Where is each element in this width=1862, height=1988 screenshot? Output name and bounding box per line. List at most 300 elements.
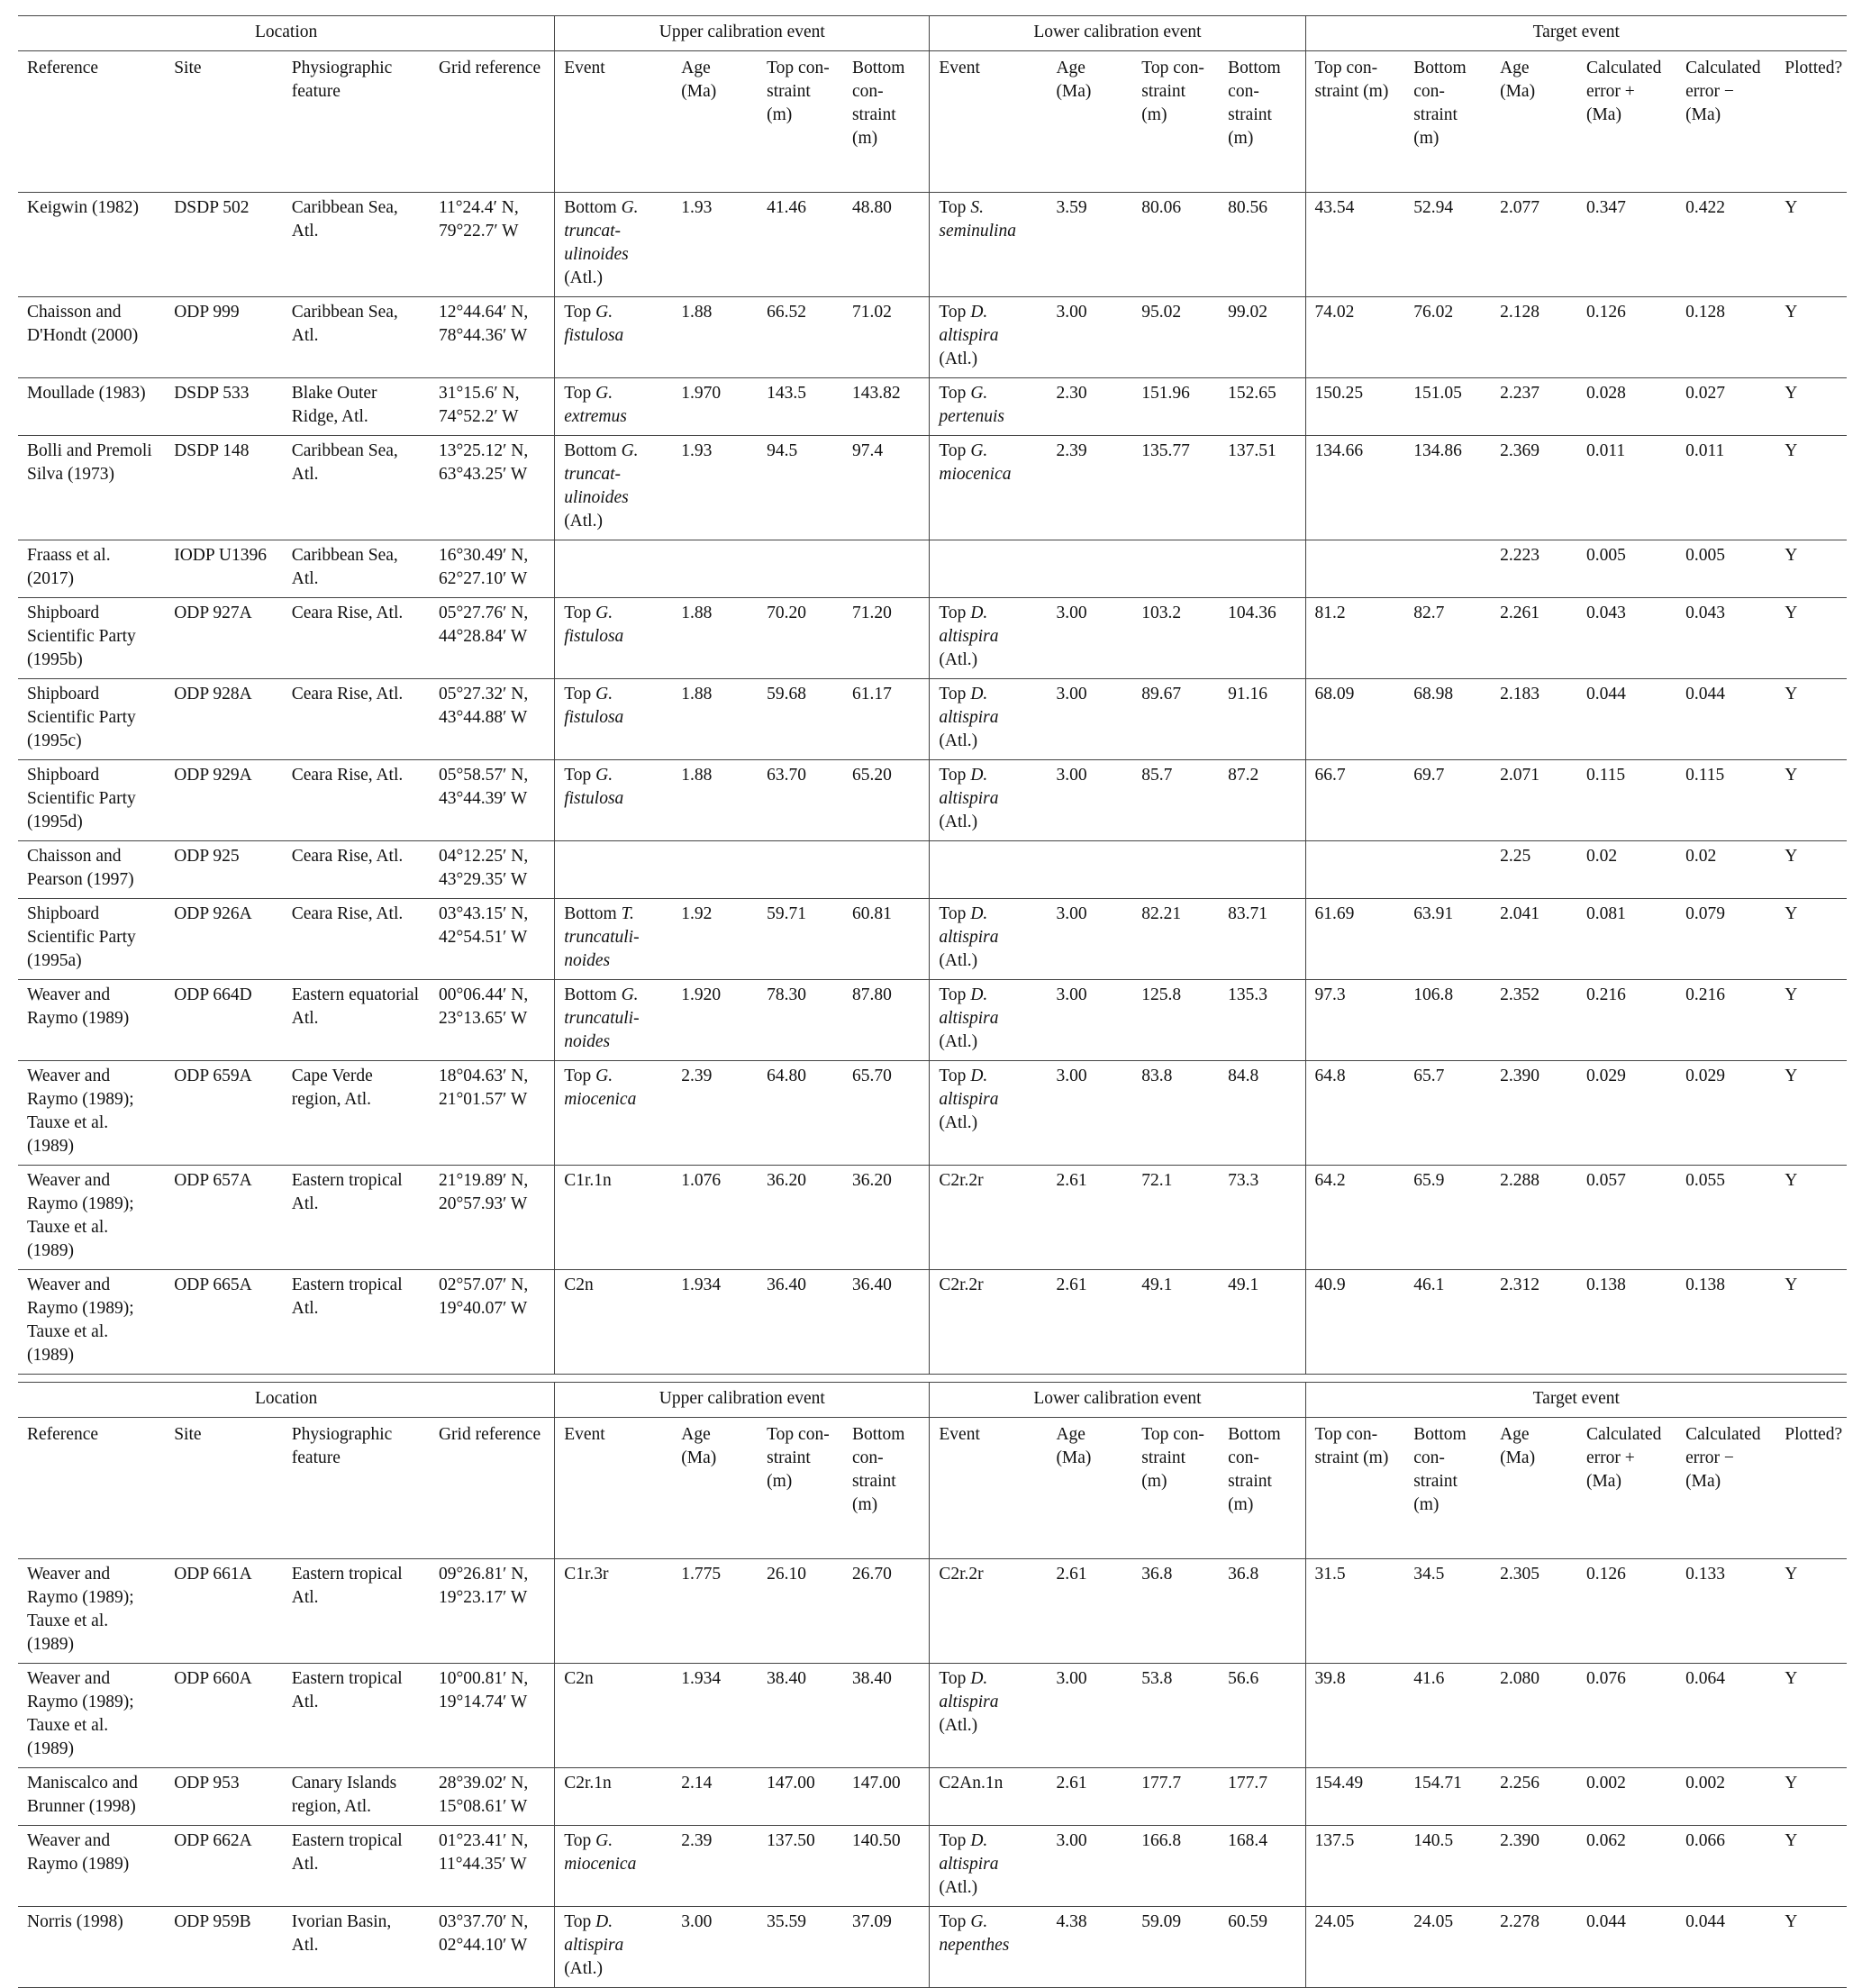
- event-text: Top: [939, 1067, 971, 1085]
- event-text: Top: [939, 904, 971, 923]
- cell-target-top-constraint: 61.69: [1305, 899, 1404, 980]
- cell-lower-bottom-constraint: 99.02: [1228, 303, 1268, 322]
- taxon-name: G. nepenthes: [939, 1912, 1010, 1955]
- table-row: [18, 378, 1847, 436]
- cell-reference: Shipboard Scientific Party (1995b): [27, 604, 136, 669]
- group-header-location: Location: [254, 23, 318, 41]
- event-text: C2r.2r: [939, 1275, 984, 1294]
- event-text: (Atl.): [564, 512, 603, 531]
- cell-lower-event: [930, 760, 1048, 841]
- cell-upper-bottom-constraint: 36.40: [851, 1275, 892, 1294]
- cell-lower-event: [930, 1907, 1048, 1988]
- cell-target-bottom-constraint: 63.91: [1413, 904, 1454, 923]
- cell-grid-reference: 11°24.4′ N, 79°22.7′ W: [438, 198, 519, 241]
- cell-calculated-error-minus: 0.002: [1685, 1774, 1725, 1793]
- cell-physiographic-feature: Eastern tropical Atl.: [291, 1171, 403, 1213]
- cell-physiographic-feature: Eastern tropical Atl.: [291, 1275, 403, 1318]
- taxon-name: G. truncat-ulinoides: [564, 198, 639, 264]
- cell-target-bottom-constraint: 134.86: [1413, 441, 1462, 460]
- taxon-name: G. miocenica: [939, 441, 1012, 484]
- cell-lower-top-constraint: 80.06: [1141, 198, 1182, 217]
- cell-upper-event: [555, 1559, 673, 1664]
- table-row: [18, 1270, 1847, 1375]
- cell-target-top-constraint: [1305, 540, 1404, 598]
- cell-lower-top-constraint: 72.1: [1141, 1171, 1173, 1190]
- cell-target-age: 2.128: [1500, 303, 1540, 322]
- group-header-row: [18, 1383, 1847, 1418]
- cell-target-age: 2.369: [1500, 441, 1540, 460]
- cell-plotted: Y: [1785, 1831, 1798, 1850]
- cell-lower-age: 2.30: [1056, 384, 1087, 403]
- taxon-name: D. altispira: [939, 1669, 999, 1711]
- cell-upper-top-constraint: 78.30: [767, 985, 806, 1004]
- cell-reference: Weaver and Raymo (1989); Tauxe et al. (1989): [27, 1275, 134, 1365]
- event-text: Bottom: [564, 198, 622, 217]
- cell-grid-reference: 18°04.63′ N, 21°01.57′ W: [438, 1067, 529, 1109]
- event-text: Top: [564, 384, 596, 403]
- taxon-name: D. altispira: [939, 685, 999, 727]
- taxon-name: D. altispira: [939, 985, 999, 1028]
- cell-lower-event: [930, 436, 1048, 540]
- table-row: [18, 598, 1847, 679]
- table-row: [18, 436, 1847, 540]
- cell-lower-top-constraint: 59.09: [1141, 1912, 1182, 1931]
- event-text: Top: [564, 303, 596, 322]
- cell-lower-top-constraint: 103.2: [1141, 604, 1182, 622]
- cell-physiographic-feature: Ceara Rise, Atl.: [291, 604, 404, 622]
- cell-grid-reference: 05°27.32′ N, 43°44.88′ W: [438, 685, 529, 727]
- table-row: [18, 1664, 1847, 1768]
- event-text: Top: [564, 1067, 596, 1085]
- cell-lower-age: 2.61: [1056, 1774, 1087, 1793]
- cell-target-top-constraint: 64.2: [1305, 1166, 1404, 1270]
- cell-target-top-constraint: [1305, 841, 1404, 899]
- cell-upper-top-constraint: 94.5: [767, 441, 798, 460]
- cell-lower-bottom-constraint: [1219, 841, 1305, 899]
- cell-lower-age: 3.00: [1056, 685, 1087, 704]
- cell-upper-event: [555, 980, 673, 1061]
- taxon-name: D. altispira: [939, 303, 999, 345]
- column-header-row: [18, 51, 1847, 193]
- event-text: (Atl.): [939, 349, 978, 368]
- column-header-lower-age: Age (Ma): [1056, 59, 1092, 101]
- group-header-lower-calibration: Lower calibration event: [930, 1383, 1305, 1418]
- taxon-name: G. fistulosa: [564, 604, 624, 646]
- cell-target-bottom-constraint: 140.5: [1413, 1831, 1454, 1850]
- cell-target-bottom-constraint: 46.1: [1413, 1275, 1445, 1294]
- cell-upper-top-constraint: 66.52: [767, 303, 806, 322]
- cell-upper-bottom-constraint: 65.70: [851, 1067, 892, 1085]
- event-text: (Atl.): [564, 268, 603, 287]
- cell-grid-reference: 03°43.15′ N, 42°54.51′ W: [438, 904, 529, 947]
- event-text: Top: [939, 985, 971, 1004]
- column-header-lower-age: Age (Ma): [1056, 1425, 1092, 1467]
- column-header-upper-event: Event: [555, 1418, 673, 1559]
- cell-calculated-error-plus: 0.011: [1585, 441, 1626, 460]
- cell-upper-bottom-constraint: 147.00: [851, 1774, 901, 1793]
- cell-lower-top-constraint: [1132, 540, 1219, 598]
- cell-calculated-error-plus: 0.076: [1585, 1669, 1626, 1688]
- event-text: Bottom: [564, 904, 622, 923]
- cell-calculated-error-plus: 0.126: [1585, 1565, 1626, 1584]
- cell-lower-bottom-constraint: 152.65: [1228, 384, 1276, 403]
- cell-target-age: 2.261: [1500, 604, 1540, 622]
- cell-lower-event: [930, 1768, 1048, 1826]
- cell-target-age: 2.25: [1500, 847, 1531, 866]
- taxon-name: D. altispira: [939, 604, 999, 646]
- cell-lower-bottom-constraint: 36.8: [1228, 1565, 1259, 1584]
- cell-physiographic-feature: Cape Verde region, Atl.: [291, 1067, 373, 1109]
- event-text: C2r.2r: [939, 1565, 984, 1584]
- cell-grid-reference: 09°26.81′ N, 19°23.17′ W: [438, 1565, 529, 1607]
- cell-lower-bottom-constraint: 91.16: [1228, 685, 1268, 704]
- taxon-name: D. altispira: [939, 1067, 999, 1109]
- cell-grid-reference: 05°58.57′ N, 43°44.39′ W: [438, 766, 529, 808]
- cell-site: ODP 953: [174, 1774, 240, 1793]
- cell-lower-age: 2.39: [1056, 441, 1087, 460]
- column-header-target-age: Age (Ma): [1500, 1425, 1536, 1467]
- cell-lower-bottom-constraint: 135.3: [1228, 985, 1268, 1004]
- cell-lower-event: [930, 1826, 1048, 1907]
- cell-target-age: 2.223: [1500, 546, 1540, 565]
- cell-target-top-constraint: 66.7: [1305, 760, 1404, 841]
- taxon-name: G. miocenica: [564, 1067, 637, 1109]
- cell-site: ODP 665A: [174, 1275, 252, 1294]
- cell-upper-top-constraint: [758, 841, 843, 899]
- cell-upper-age: 1.934: [681, 1669, 722, 1688]
- column-header-upper-age: Age (Ma): [681, 59, 717, 101]
- cell-lower-bottom-constraint: 168.4: [1228, 1831, 1268, 1850]
- cell-grid-reference: 31°15.6′ N, 74°52.2′ W: [438, 384, 520, 426]
- cell-target-top-constraint: 39.8: [1305, 1664, 1404, 1768]
- cell-site: ODP 662A: [174, 1831, 252, 1850]
- event-text: (Atl.): [939, 1032, 978, 1051]
- cell-calculated-error-plus: 0.126: [1585, 303, 1626, 322]
- cell-lower-event: [930, 297, 1048, 378]
- column-header-lower-event: Event: [930, 51, 1048, 193]
- table-row: [18, 760, 1847, 841]
- event-text: Top: [939, 685, 971, 704]
- cell-reference: Moullade (1983): [27, 384, 146, 403]
- cell-lower-age: [1047, 540, 1132, 598]
- cell-grid-reference: 10°00.81′ N, 19°14.74′ W: [438, 1669, 529, 1711]
- event-text: Top: [564, 685, 596, 704]
- cell-upper-top-constraint: 59.68: [767, 685, 806, 704]
- cell-target-bottom-constraint: 151.05: [1413, 384, 1462, 403]
- cell-upper-top-constraint: 36.20: [767, 1171, 806, 1190]
- group-header-row: [18, 16, 1847, 51]
- cell-target-age: 2.080: [1500, 1669, 1540, 1688]
- cell-plotted: Y: [1785, 985, 1798, 1004]
- cell-site: DSDP 148: [174, 441, 250, 460]
- table-row: [18, 841, 1847, 899]
- cell-site: ODP 926A: [174, 904, 252, 923]
- column-header-site: Site: [174, 59, 202, 77]
- cell-upper-bottom-constraint: 143.82: [851, 384, 901, 403]
- event-text: (Atl.): [939, 1878, 978, 1897]
- event-text: Top: [939, 1912, 971, 1931]
- cell-lower-bottom-constraint: 73.3: [1228, 1171, 1259, 1190]
- table-row: [18, 1061, 1847, 1166]
- taxon-name: S. seminulina: [939, 198, 1016, 241]
- cell-lower-bottom-constraint: 56.6: [1228, 1669, 1259, 1688]
- cell-lower-age: 3.00: [1056, 985, 1087, 1004]
- cell-target-age: 2.305: [1500, 1565, 1540, 1584]
- cell-calculated-error-plus: 0.057: [1585, 1171, 1626, 1190]
- cell-site: ODP 928A: [174, 685, 252, 704]
- taxon-name: D. altispira: [564, 1912, 624, 1955]
- cell-upper-bottom-constraint: 97.4: [851, 441, 884, 460]
- cell-calculated-error-plus: 0.347: [1585, 198, 1626, 217]
- cell-calculated-error-minus: 0.027: [1685, 384, 1725, 403]
- event-text: C2r.1n: [564, 1774, 612, 1793]
- cell-target-age: 2.390: [1500, 1831, 1540, 1850]
- cell-upper-top-constraint: 64.80: [767, 1067, 806, 1085]
- cell-reference: Weaver and Raymo (1989); Tauxe et al. (1989): [27, 1171, 134, 1260]
- cell-lower-top-constraint: 85.7: [1141, 766, 1173, 785]
- cell-physiographic-feature: Eastern equatorial Atl.: [291, 985, 420, 1028]
- column-header-plotted: Plotted?: [1785, 59, 1843, 77]
- cell-plotted: Y: [1785, 1912, 1798, 1931]
- cell-calculated-error-plus: 0.002: [1585, 1774, 1626, 1793]
- cell-upper-age: 1.775: [681, 1565, 722, 1584]
- cell-grid-reference: 00°06.44′ N, 23°13.65′ W: [438, 985, 529, 1028]
- cell-upper-bottom-constraint: 60.81: [851, 904, 892, 923]
- event-text: Top: [939, 384, 971, 403]
- cell-upper-event: [555, 378, 673, 436]
- cell-upper-event: [555, 540, 673, 598]
- cell-target-bottom-constraint: 65.9: [1413, 1171, 1445, 1190]
- cell-upper-age: [672, 540, 758, 598]
- cell-site: ODP 664D: [174, 985, 252, 1004]
- cell-target-top-constraint: 74.02: [1305, 297, 1404, 378]
- cell-lower-bottom-constraint: 83.71: [1228, 904, 1268, 923]
- table-row: [18, 679, 1847, 760]
- table-row: [18, 899, 1847, 980]
- cell-upper-age: [672, 841, 758, 899]
- cell-target-bottom-constraint: [1404, 540, 1491, 598]
- cell-physiographic-feature: Caribbean Sea, Atl.: [291, 198, 398, 241]
- cell-upper-event: [555, 1270, 673, 1375]
- cell-upper-age: 1.934: [681, 1275, 722, 1294]
- column-header-plotted: Plotted?: [1785, 1425, 1843, 1444]
- cell-target-age: 2.077: [1500, 198, 1540, 217]
- cell-upper-event: [555, 841, 673, 899]
- event-text: Bottom: [564, 441, 622, 460]
- cell-site: ODP 660A: [174, 1669, 252, 1688]
- cell-physiographic-feature: Eastern tropical Atl.: [291, 1565, 403, 1607]
- event-text: (Atl.): [939, 951, 978, 970]
- cell-calculated-error-minus: 0.043: [1685, 604, 1725, 622]
- cell-calculated-error-minus: 0.064: [1685, 1669, 1725, 1688]
- section-divider: [18, 1374, 1847, 1382]
- cell-reference: Shipboard Scientific Party (1995d): [27, 766, 136, 831]
- cell-upper-bottom-constraint: [843, 540, 930, 598]
- cell-lower-event: [930, 193, 1048, 297]
- column-header-calculated-error-minus: Calculated error − (Ma): [1685, 59, 1761, 124]
- column-header-site: Site: [174, 1425, 202, 1444]
- cell-calculated-error-minus: 0.138: [1685, 1275, 1725, 1294]
- cell-upper-bottom-constraint: 87.80: [851, 985, 892, 1004]
- cell-reference: Maniscalco and Brunner (1998): [27, 1774, 138, 1816]
- cell-calculated-error-minus: 0.044: [1685, 1912, 1725, 1931]
- cell-lower-top-constraint: 166.8: [1141, 1831, 1182, 1850]
- taxon-name: G. fistulosa: [564, 685, 624, 727]
- cell-lower-age: 3.00: [1056, 904, 1087, 923]
- cell-upper-bottom-constraint: 38.40: [851, 1669, 892, 1688]
- cell-site: DSDP 533: [174, 384, 250, 403]
- cell-upper-top-constraint: 26.10: [767, 1565, 806, 1584]
- cell-physiographic-feature: Caribbean Sea, Atl.: [291, 546, 398, 588]
- column-header-calculated-error-plus: Calculated error + (Ma): [1585, 59, 1662, 124]
- cell-target-bottom-constraint: 65.7: [1413, 1067, 1445, 1085]
- cell-upper-top-constraint: 35.59: [767, 1912, 806, 1931]
- cell-reference: Chaisson and Pearson (1997): [27, 847, 134, 889]
- column-header-lower-bottom-constraint: Bottom con-straint (m): [1228, 59, 1281, 148]
- cell-upper-bottom-constraint: 71.02: [851, 303, 892, 322]
- cell-plotted: Y: [1785, 1067, 1798, 1085]
- cell-plotted: Y: [1785, 604, 1798, 622]
- event-text: C1r.1n: [564, 1171, 612, 1190]
- cell-plotted: Y: [1785, 1774, 1798, 1793]
- cell-lower-event: [930, 378, 1048, 436]
- cell-calculated-error-minus: 0.066: [1685, 1831, 1725, 1850]
- cell-plotted: Y: [1785, 685, 1798, 704]
- cell-lower-top-constraint: 95.02: [1141, 303, 1182, 322]
- cell-calculated-error-minus: 0.115: [1685, 766, 1725, 785]
- cell-calculated-error-minus: 0.216: [1685, 985, 1725, 1004]
- cell-upper-bottom-constraint: 65.20: [851, 766, 892, 785]
- cell-physiographic-feature: Eastern tropical Atl.: [291, 1669, 403, 1711]
- cell-grid-reference: 16°30.49′ N, 62°27.10′ W: [438, 546, 529, 588]
- column-header-target-bottom-constraint: Bottom con-straint (m): [1413, 1425, 1467, 1514]
- cell-upper-top-constraint: [758, 540, 843, 598]
- cell-target-age: 2.352: [1500, 985, 1540, 1004]
- group-header-upper-calibration: Upper calibration event: [555, 1383, 930, 1418]
- cell-lower-event: [930, 598, 1048, 679]
- cell-lower-top-constraint: 36.8: [1141, 1565, 1173, 1584]
- group-header-location: Location: [254, 1389, 318, 1408]
- cell-site: ODP 661A: [174, 1565, 252, 1584]
- column-header-reference: Reference: [27, 1425, 99, 1444]
- cell-upper-age: 2.14: [681, 1774, 713, 1793]
- column-header-physiographic-feature: Physiographic feature: [291, 59, 393, 101]
- cell-target-top-constraint: 24.05: [1305, 1907, 1404, 1988]
- cell-lower-bottom-constraint: 84.8: [1228, 1067, 1259, 1085]
- cell-plotted: Y: [1785, 384, 1798, 403]
- cell-lower-age: 2.61: [1056, 1565, 1087, 1584]
- cell-lower-age: 2.61: [1056, 1171, 1087, 1190]
- cell-grid-reference: 13°25.12′ N, 63°43.25′ W: [438, 441, 529, 484]
- cell-target-top-constraint: 154.49: [1305, 1768, 1404, 1826]
- cell-target-bottom-constraint: [1404, 841, 1491, 899]
- cell-upper-event: [555, 899, 673, 980]
- cell-upper-event: [555, 598, 673, 679]
- event-text: Top: [939, 766, 971, 785]
- cell-lower-age: 3.00: [1056, 766, 1087, 785]
- cell-lower-top-constraint: 135.77: [1141, 441, 1190, 460]
- event-text: Top: [939, 604, 971, 622]
- cell-target-top-constraint: 81.2: [1305, 598, 1404, 679]
- event-text: Top: [564, 1831, 596, 1850]
- cell-upper-top-constraint: 38.40: [767, 1669, 806, 1688]
- cell-lower-top-constraint: 82.21: [1141, 904, 1182, 923]
- group-header-lower-calibration: Lower calibration event: [930, 16, 1305, 51]
- cell-grid-reference: 05°27.76′ N, 44°28.84′ W: [438, 604, 529, 646]
- cell-plotted: Y: [1785, 1275, 1798, 1294]
- cell-calculated-error-plus: 0.028: [1585, 384, 1626, 403]
- cell-target-bottom-constraint: 69.7: [1413, 766, 1445, 785]
- column-header-upper-bottom-constraint: Bottom con-straint (m): [851, 1425, 905, 1514]
- column-header-lower-bottom-constraint: Bottom con-straint (m): [1228, 1425, 1281, 1514]
- column-header-upper-bottom-constraint: Bottom con-straint (m): [851, 59, 905, 148]
- cell-target-age: 2.312: [1500, 1275, 1540, 1294]
- event-text: Top: [939, 303, 971, 322]
- cell-upper-event: [555, 679, 673, 760]
- event-text: (Atl.): [939, 1716, 978, 1735]
- cell-physiographic-feature: Ceara Rise, Atl.: [291, 766, 404, 785]
- cell-calculated-error-plus: 0.044: [1585, 685, 1626, 704]
- cell-lower-event: [930, 1270, 1048, 1375]
- column-header-row: [18, 1418, 1847, 1559]
- taxon-name: G. fistulosa: [564, 303, 624, 345]
- taxon-name: G. fistulosa: [564, 766, 624, 808]
- event-text: Bottom: [564, 985, 622, 1004]
- cell-site: ODP 999: [174, 303, 240, 322]
- cell-upper-top-constraint: 143.5: [767, 384, 806, 403]
- cell-upper-top-constraint: 59.71: [767, 904, 806, 923]
- cell-target-age: 2.183: [1500, 685, 1540, 704]
- cell-lower-top-constraint: 151.96: [1141, 384, 1190, 403]
- cell-upper-age: 1.93: [681, 441, 713, 460]
- cell-upper-top-constraint: 36.40: [767, 1275, 806, 1294]
- cell-calculated-error-minus: 0.079: [1685, 904, 1725, 923]
- cell-target-bottom-constraint: 82.7: [1413, 604, 1445, 622]
- cell-reference: Shipboard Scientific Party (1995c): [27, 685, 136, 750]
- cell-upper-age: 1.93: [681, 198, 713, 217]
- cell-upper-event: [555, 1907, 673, 1988]
- cell-calculated-error-minus: 0.133: [1685, 1565, 1725, 1584]
- cell-target-age: 2.390: [1500, 1067, 1540, 1085]
- column-header-target-top-constraint: Top con-straint (m): [1305, 51, 1404, 193]
- cell-reference: Weaver and Raymo (1989): [27, 985, 130, 1028]
- column-header-upper-event: Event: [555, 51, 673, 193]
- cell-upper-age: 3.00: [681, 1912, 713, 1931]
- cell-lower-top-constraint: [1132, 841, 1219, 899]
- data-table-section: [18, 1382, 1847, 1987]
- cell-upper-age: 1.88: [681, 685, 713, 704]
- cell-plotted: Y: [1785, 766, 1798, 785]
- cell-grid-reference: 12°44.64′ N, 78°44.36′ W: [438, 303, 529, 345]
- cell-lower-event: [930, 540, 1048, 598]
- cell-reference: Bolli and Premoli Silva (1973): [27, 441, 152, 484]
- cell-reference: Weaver and Raymo (1989); Tauxe et al. (1989): [27, 1067, 134, 1156]
- cell-calculated-error-plus: 0.062: [1585, 1831, 1626, 1850]
- cell-lower-top-constraint: 83.8: [1141, 1067, 1173, 1085]
- cell-plotted: Y: [1785, 441, 1798, 460]
- cell-target-top-constraint: 68.09: [1305, 679, 1404, 760]
- cell-physiographic-feature: Caribbean Sea, Atl.: [291, 441, 398, 484]
- cell-target-age: 2.256: [1500, 1774, 1540, 1793]
- cell-physiographic-feature: Caribbean Sea, Atl.: [291, 303, 398, 345]
- cell-physiographic-feature: Ceara Rise, Atl.: [291, 685, 404, 704]
- cell-reference: Weaver and Raymo (1989): [27, 1831, 130, 1874]
- column-header-calculated-error-minus: Calculated error − (Ma): [1685, 1425, 1761, 1491]
- cell-lower-top-constraint: 89.67: [1141, 685, 1182, 704]
- cell-grid-reference: 04°12.25′ N, 43°29.35′ W: [438, 847, 529, 889]
- column-header-lower-event: Event: [930, 1418, 1048, 1559]
- cell-calculated-error-plus: 0.029: [1585, 1067, 1626, 1085]
